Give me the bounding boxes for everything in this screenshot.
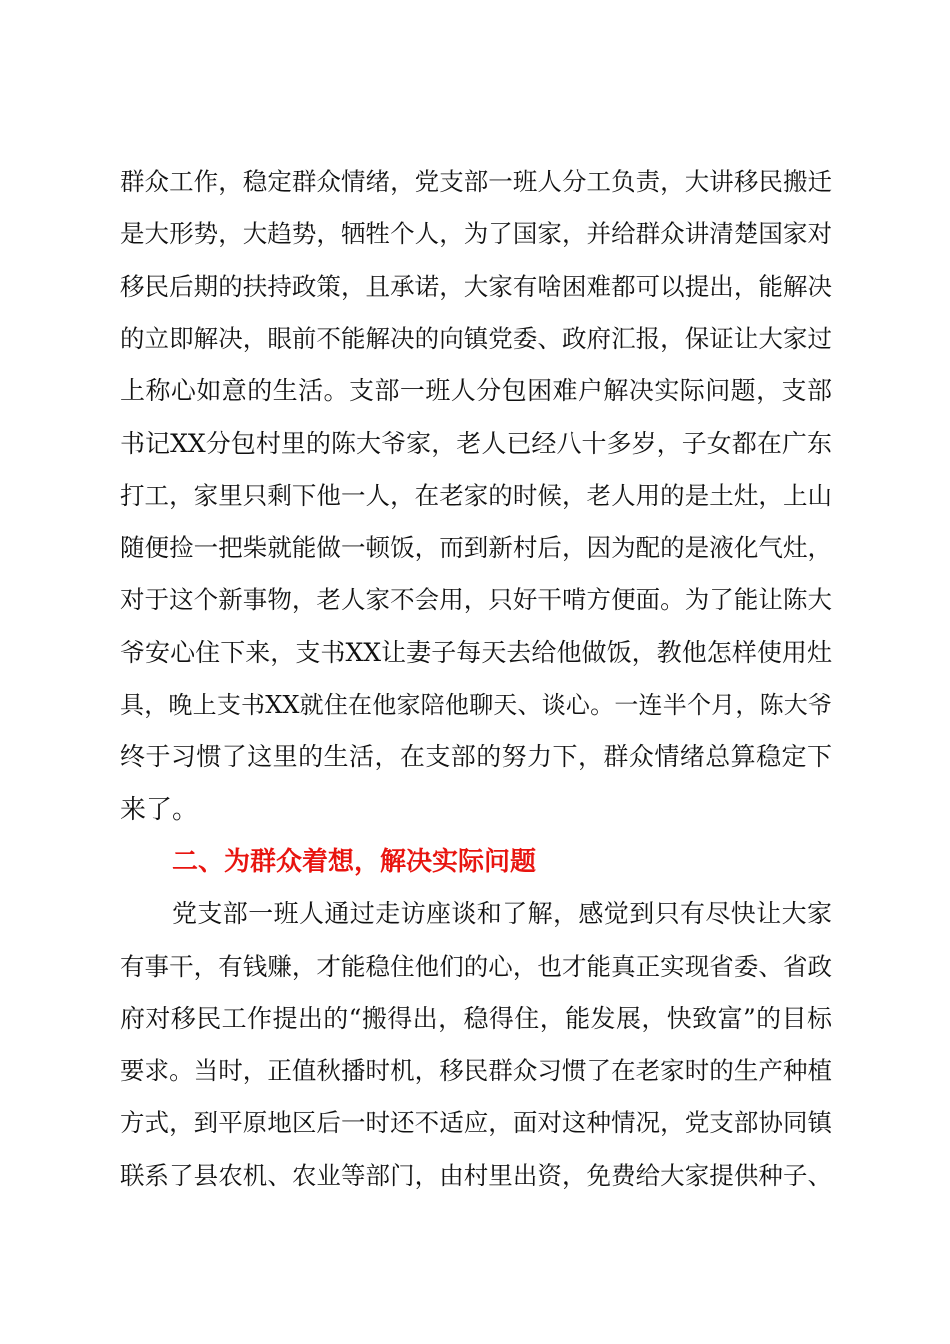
- section-heading: 二、为群众着想，解决实际问题: [172, 846, 537, 877]
- paragraph-1-line-1: 群众工作，稳定群众情绪，党支部一班人分工负责，大讲移民搬迁: [120, 167, 832, 196]
- paragraph-2-line-4: 要求。当时，正值秋播时机，移民群众习惯了在老家时的生产种植: [120, 1056, 832, 1086]
- paragraph-2-line-5: 方式，到平原地区后一时还不适应，面对这种情况，党支部协同镇: [120, 1108, 832, 1138]
- paragraph-1-line-2: 是大形势，大趋势，牺牲个人，为了国家，并给群众讲清楚国家对: [120, 219, 832, 249]
- paragraph-1-line-7: 打工，家里只剩下他一人，在老家的时候，老人用的是土灶，上山: [120, 480, 832, 510]
- paragraph-2-line-1: 党支部一班人通过走访座谈和了解，感觉到只有尽快让大家: [172, 899, 832, 929]
- paragraph-1-line-12: 终于习惯了这里的生活，在支部的努力下，群众情绪总算稳定下: [120, 742, 832, 772]
- paragraph-1-line-9: 对于这个新事物，老人家不会用，只好干啃方便面。为了能让陈大: [120, 585, 832, 615]
- paragraph-2-line-6: 联系了县农机、农业等部门，由村里出资，免费给大家提供种子、: [120, 1160, 832, 1190]
- paragraph-1-line-13: 来了。: [120, 794, 199, 825]
- paragraph-2-line-3: 府对移民工作提出的“搬得出，稳得住，能发展，快致富”的目标: [120, 1003, 832, 1033]
- paragraph-2-line-2: 有事干，有钱赚，才能稳住他们的心，也才能真正实现省委、省政: [120, 951, 832, 981]
- paragraph-1-line-8: 随便捡一把柴就能做一顿饭，而到新村后，因为配的是液化气灶，: [120, 533, 832, 563]
- paragraph-1-line-6: 书记XX分包村里的陈大爷家，老人已经八十多岁，子女都在广东: [120, 428, 832, 458]
- paragraph-1-line-10: 爷安心住下来，支书XX让妻子每天去给他做饭，教他怎样使用灶: [120, 637, 832, 667]
- paragraph-1-line-5: 上称心如意的生活。支部一班人分包困难户解决实际问题，支部: [120, 376, 832, 406]
- paragraph-1-line-3: 移民后期的扶持政策，且承诺，大家有啥困难都可以提出，能解决: [120, 271, 832, 301]
- paragraph-1-line-11: 具，晚上支书XX就住在他家陪他聊天、谈心。一连半个月，陈大爷: [120, 691, 832, 719]
- paragraph-1-line-4: 的立即解决，眼前不能解决的向镇党委、政府汇报，保证让大家过: [120, 323, 832, 353]
